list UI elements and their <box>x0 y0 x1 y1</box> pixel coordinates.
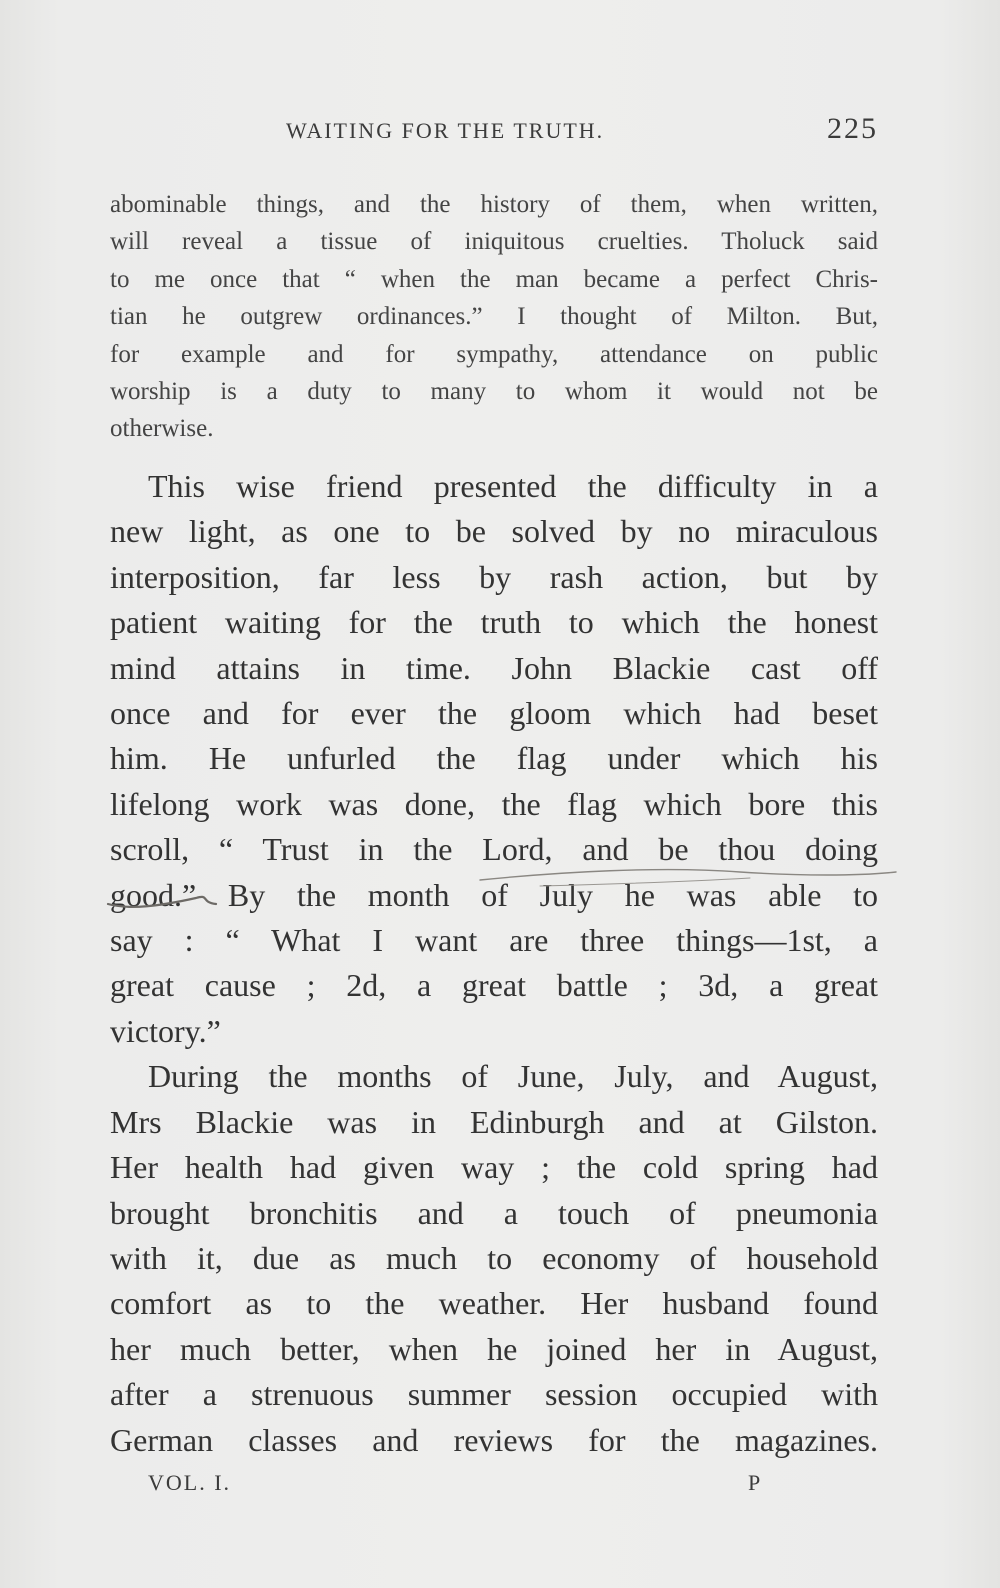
body-line: German classes and reviews for the magazines. <box>110 1421 878 1458</box>
body-line: new light, as one to be solved by no miraculous <box>110 513 878 550</box>
volume-label: VOL. I. <box>148 1470 232 1495</box>
page-footer <box>148 1470 788 1502</box>
running-title: WAITING FOR THE TRUTH. <box>286 118 605 143</box>
body-line: interposition, far less by rash action, but by <box>110 558 878 595</box>
quote-line: worship is a duty to many to whom it would not be <box>110 378 878 406</box>
signature-mark: P <box>748 1470 763 1495</box>
body-line: her much better, when he joined her in August, <box>110 1330 878 1367</box>
running-head <box>110 112 878 152</box>
body-line: brought bronchitis and a touch of pneumonia <box>110 1194 878 1231</box>
body-line: him. He unfurled the flag under which his <box>110 740 878 777</box>
body-line: once and for ever the gloom which had beset <box>110 695 878 732</box>
body-line: lifelong work was done, the flag which bore this <box>110 785 878 822</box>
quote-line: to me once that “ when the man became a perfect Chris- <box>110 265 878 293</box>
quote-line: otherwise. <box>110 415 214 443</box>
body-line: Her health had given way ; the cold spring had <box>110 1149 878 1186</box>
body-line: great cause ; 2d, a great battle ; 3d, a great <box>110 967 878 1004</box>
body-line: Mrs Blackie was in Edinburgh and at Gilston. <box>110 1103 878 1140</box>
quote-line: will reveal a tissue of iniquitous cruelties. Tholuck said <box>110 228 878 256</box>
body-line: victory.” <box>110 1012 221 1049</box>
body-line: mind attains in time. John Blackie cast off <box>110 649 878 686</box>
quote-line: for example and for sympathy, attendance on public <box>110 340 878 368</box>
body-line: good.” By the month of July he was able to <box>110 876 878 913</box>
paragraph-2 <box>110 1054 878 1463</box>
body-line: patient waiting for the truth to which the honest <box>110 604 878 641</box>
body-line: after a strenuous summer session occupied with <box>110 1376 878 1413</box>
body-line: This wise friend presented the difficulty in a <box>148 468 878 504</box>
quote-line: tian he outgrew ordinances.” I thought of Milton. But, <box>110 303 878 331</box>
body-line: scroll, “ Trust in the Lord, and be thou doing <box>110 831 878 868</box>
paragraph-1 <box>110 464 878 1054</box>
page-number: 225 <box>827 112 878 145</box>
body-text <box>110 464 878 1463</box>
body-line: say : “ What I want are three things—1st, a <box>110 922 878 959</box>
quoted-passage <box>110 186 878 448</box>
body-line: During the months of June, July, and August, <box>148 1058 878 1095</box>
quote-line: abominable things, and the history of them, when written, <box>110 191 878 218</box>
body-line: with it, due as much to economy of household <box>110 1239 878 1276</box>
body-line: comfort as to the weather. Her husband found <box>110 1285 878 1322</box>
